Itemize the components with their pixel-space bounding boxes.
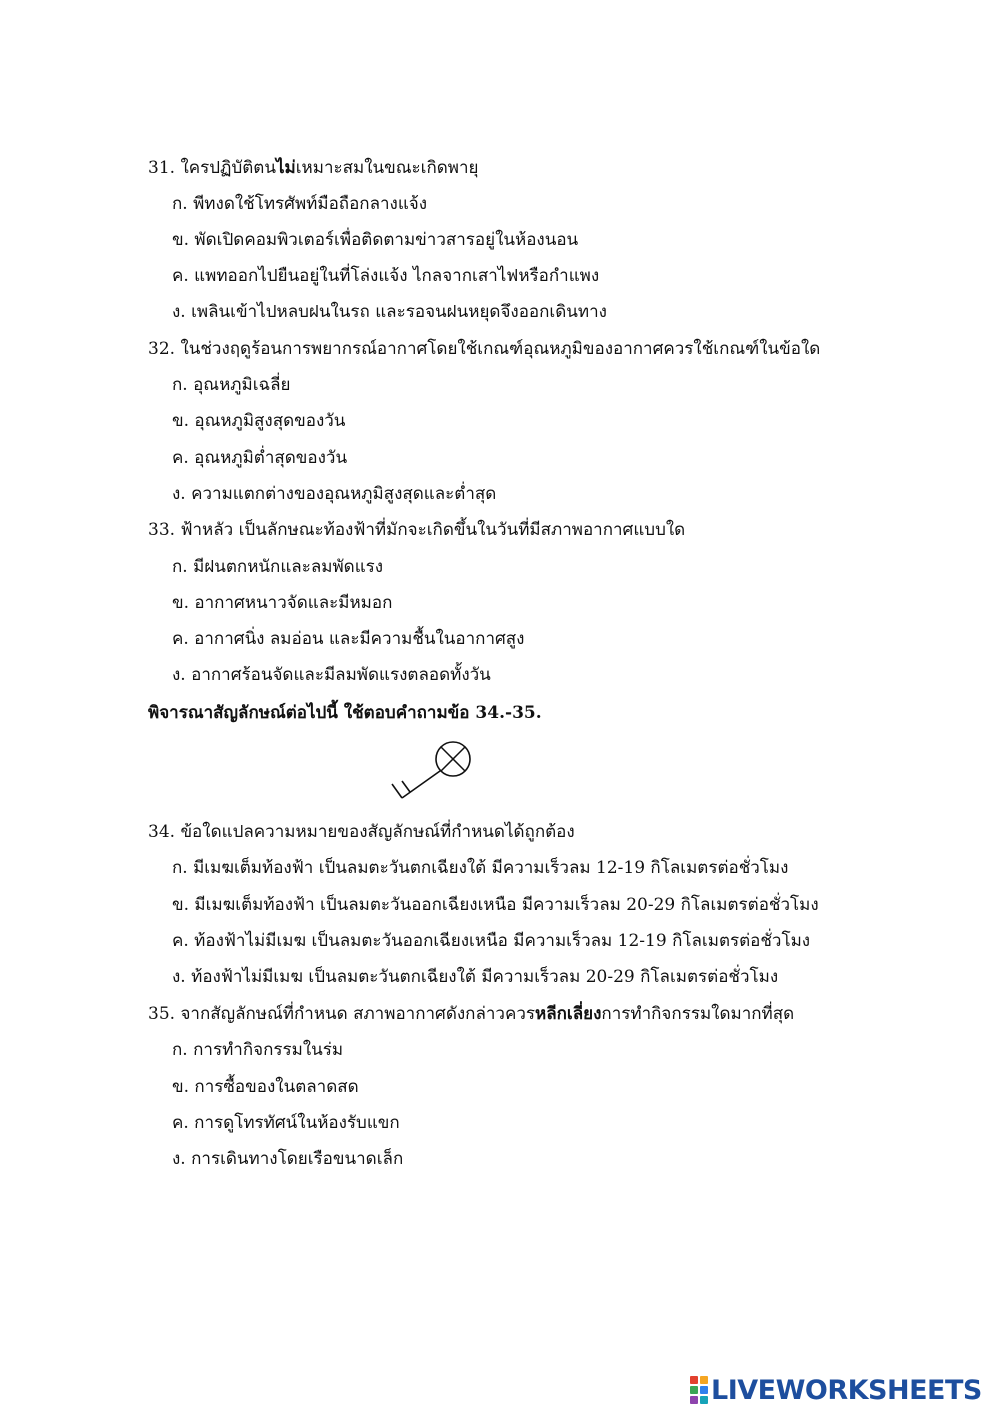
- question-34-option-a[interactable]: ก. มีเมฆเต็มท้องฟ้า เป็นลมตะวันตกเฉียงใต้ มีความเร็วลม 12-19 กิโลเมตรต่อชั่วโมง: [172, 858, 789, 878]
- question-32-option-c[interactable]: ค. อุณหภูมิต่ำสุดของวัน: [172, 448, 348, 468]
- question-32-option-a[interactable]: ก. อุณหภูมิเฉลี่ย: [172, 375, 291, 395]
- question-32-option-b[interactable]: ข. อุณหภูมิสูงสุดของวัน: [172, 411, 346, 431]
- question-31-option-b[interactable]: ข. พัดเปิดคอมพิวเตอร์เพื่อติดตามข่าวสารอยู่ในห้องนอน: [172, 230, 579, 250]
- question-35-option-b[interactable]: ข. การซื้อของในตลาดสด: [172, 1077, 359, 1097]
- question-32-option-d[interactable]: ง. ความแตกต่างของอุณหภูมิสูงสุดและต่ำสุด: [172, 484, 497, 504]
- question-33-option-d[interactable]: ง. อากาศร้อนจัดและมีลมพัดแรงตลอดทั้งวัน: [172, 665, 491, 685]
- logo-tile: [690, 1396, 698, 1404]
- weather-station-model-icon: [384, 736, 480, 806]
- logo-text: LIVEWORKSHEETS: [711, 1374, 982, 1406]
- question-35-option-c[interactable]: ค. การดูโทรทัศน์ในห้องรับแขก: [172, 1113, 400, 1133]
- question-35-option-d[interactable]: ง. การเดินทางโดยเรือขนาดเล็ก: [172, 1149, 404, 1169]
- instruction-text: พิจารณาสัญลักษณ์ต่อไปนี้ ใช้ตอบคำถามข้อ 34.-35.: [148, 703, 542, 723]
- wind-barb-full: [392, 784, 402, 798]
- logo-tile: [700, 1396, 708, 1404]
- question-35-stem-start: 35. จากสัญลักษณ์ที่กำหนด สภาพอากาศดังกล่าวควร: [148, 1004, 536, 1024]
- wind-shaft: [402, 771, 440, 798]
- question-33-stem: 33. ฟ้าหลัว เป็นลักษณะท้องฟ้าที่มักจะเกิดขึ้นในวันที่มีสภาพอากาศแบบใด: [148, 520, 686, 540]
- question-35-stem: [148, 1003, 794, 1025]
- question-33-option-a[interactable]: ก. มีฝนตกหนักและลมพัดแรง: [172, 557, 384, 577]
- question-33-option-c[interactable]: ค. อากาศนิ่ง ลมอ่อน และมีความชื้นในอากาศสูง: [172, 629, 525, 649]
- logo-mark-icon: [690, 1376, 708, 1404]
- question-35-stem-end: การทำกิจกรรมใดมากที่สุด: [601, 1004, 795, 1024]
- question-31-option-c[interactable]: ค. แพทออกไปยืนอยู่ในที่โล่งแจ้ง ไกลจากเสาไฟหรือกำแพง: [172, 266, 600, 286]
- question-34-option-d[interactable]: ง. ท้องฟ้าไม่มีเมฆ เป็นลมตะวันตกเฉียงใต้ มีความเร็วลม 20-29 กิโลเมตรต่อชั่วโมง: [172, 967, 779, 987]
- question-31-emphasis: ไม่: [275, 158, 296, 178]
- question-31-stem-end: เหมาะสมในขณะเกิดพายุ: [295, 158, 479, 178]
- question-31-option-d[interactable]: ง. เพลินเข้าไปหลบฝนในรถ และรอจนฝนหยุดจึงออกเดินทาง: [172, 302, 607, 322]
- liveworksheets-logo: [690, 1373, 982, 1407]
- question-34-option-b[interactable]: ข. มีเมฆเต็มท้องฟ้า เป็นลมตะวันออกเฉียงเหนือ มีความเร็วลม 20-29 กิโลเมตรต่อชั่วโมง: [172, 895, 819, 915]
- question-34-stem: 34. ข้อใดแปลความหมายของสัญลักษณ์ที่กำหนดได้ถูกต้อง: [148, 822, 575, 842]
- question-32-stem: 32. ในช่วงฤดูร้อนการพยากรณ์อากาศโดยใช้เกณฑ์อุณหภูมิของอากาศควรใช้เกณฑ์ในข้อใด: [148, 339, 821, 359]
- wind-barb-second: [402, 781, 410, 792]
- question-33-option-b[interactable]: ข. อากาศหนาวจัดและมีหมอก: [172, 593, 393, 613]
- logo-tile: [690, 1376, 698, 1384]
- question-31-stem: [148, 157, 479, 179]
- question-35-option-a[interactable]: ก. การทำกิจกรรมในร่ม: [172, 1040, 344, 1060]
- question-34-option-c[interactable]: ค. ท้องฟ้าไม่มีเมฆ เป็นลมตะวันออกเฉียงเหนือ มีความเร็วลม 12-19 กิโลเมตรต่อชั่วโมง: [172, 931, 811, 951]
- question-31-option-a[interactable]: ก. พีทงดใช้โทรศัพท์มือถือกลางแจ้ง: [172, 194, 428, 214]
- question-35-emphasis: หลีกเลี่ยง: [535, 1004, 602, 1024]
- question-31-stem-start: 31. ใครปฏิบัติตน: [148, 158, 276, 178]
- logo-tile: [700, 1376, 708, 1384]
- logo-tile: [690, 1386, 698, 1394]
- logo-tile: [700, 1386, 708, 1394]
